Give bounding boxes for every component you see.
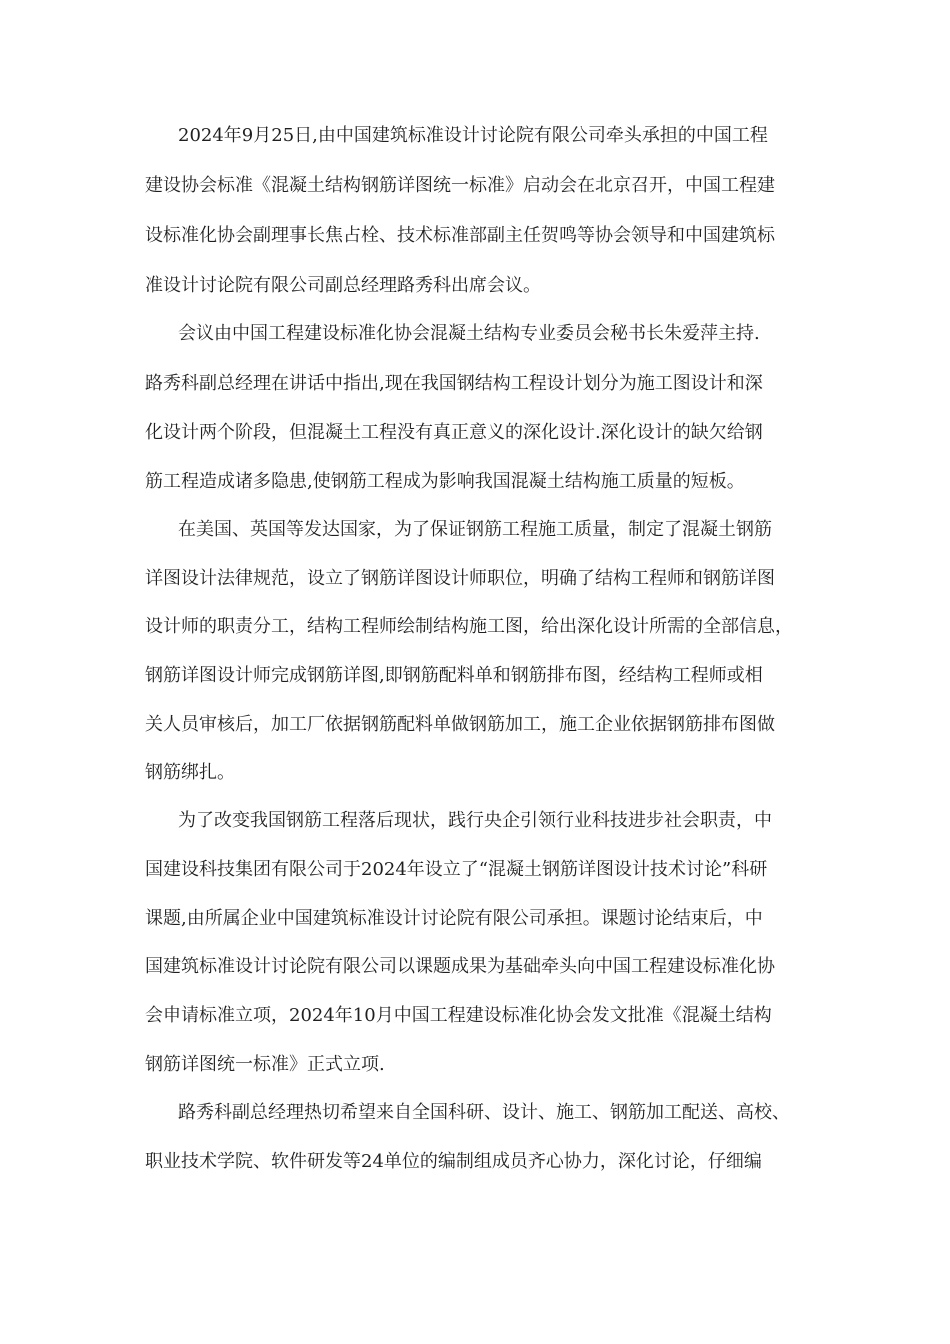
text-line: 筋工程造成诸多隐患,使钢筋工程成为影响我国混凝土结构施工质量的短板。	[145, 471, 745, 492]
text-line: 准设计讨论院有限公司副总经理路秀科出席会议。	[145, 275, 541, 296]
text-line: 为了改变我国钢筋工程落后现状，践行央企引领行业科技进步社会职责，中	[178, 810, 772, 831]
text-line: 国建筑标准设计讨论院有限公司以课题成果为基础牵头向中国工程建设标准化协	[145, 956, 775, 977]
text-line: 在美国、英国等发达国家，为了保证钢筋工程施工质量，制定了混凝土钢筋	[178, 519, 772, 540]
text-line: 路秀科副总经理在讲话中指出,现在我国钢结构工程设计划分为施工图设计和深	[145, 373, 763, 394]
text-line: 会申请标准立项，2024年10月中国工程建设标准化协会发文批准《混凝土结构	[145, 1005, 772, 1026]
text-line: 钢筋绑扎。	[145, 762, 235, 783]
text-line: 路秀科副总经理热切希望来自全国科研、设计、施工、钢筋加工配送、高校、	[178, 1102, 790, 1123]
text-line: 钢筋详图设计师完成钢筋详图,即钢筋配料单和钢筋排布图，经结构工程师或相	[145, 665, 763, 686]
text-line: 国建设科技集团有限公司于2024年设立了“混凝土钢筋详图设计技术讨论”科研	[145, 859, 768, 880]
text-line: 建设协会标准《混凝土结构钢筋详图统一标准》启动会在北京召开，中国工程建	[145, 175, 775, 196]
text-line: 会议由中国工程建设标准化协会混凝土结构专业委员会秘书长朱爱萍主持.	[178, 323, 760, 344]
text-line: 职业技术学院、软件研发等24单位的编制组成员齐心协力，深化讨论，仔细编	[145, 1151, 762, 1172]
text-line: 关人员审核后，加工厂依据钢筋配料单做钢筋加工，施工企业依据钢筋排布图做	[145, 714, 775, 735]
text-line: 2024年9月25日,由中国建筑标准设计讨论院有限公司牵头承担的中国工程	[178, 125, 768, 146]
text-line: 课题,由所属企业中国建筑标准设计讨论院有限公司承担。课题讨论结束后，中	[145, 908, 763, 929]
text-line: 钢筋详图统一标准》正式立项.	[145, 1054, 385, 1075]
text-line: 详图设计法律规范，设立了钢筋详图设计师职位，明确了结构工程师和钢筋详图	[145, 568, 775, 589]
text-line: 化设计两个阶段，但混凝土工程没有真正意义的深化设计.深化设计的缺欠给钢	[145, 422, 763, 443]
text-line: 设标准化协会副理事长焦占栓、技术标准部副主任贺鸣等协会领导和中国建筑标	[145, 225, 775, 246]
text-line: 设计师的职责分工，结构工程师绘制结构施工图，给出深化设计所需的全部信息，	[145, 616, 793, 637]
